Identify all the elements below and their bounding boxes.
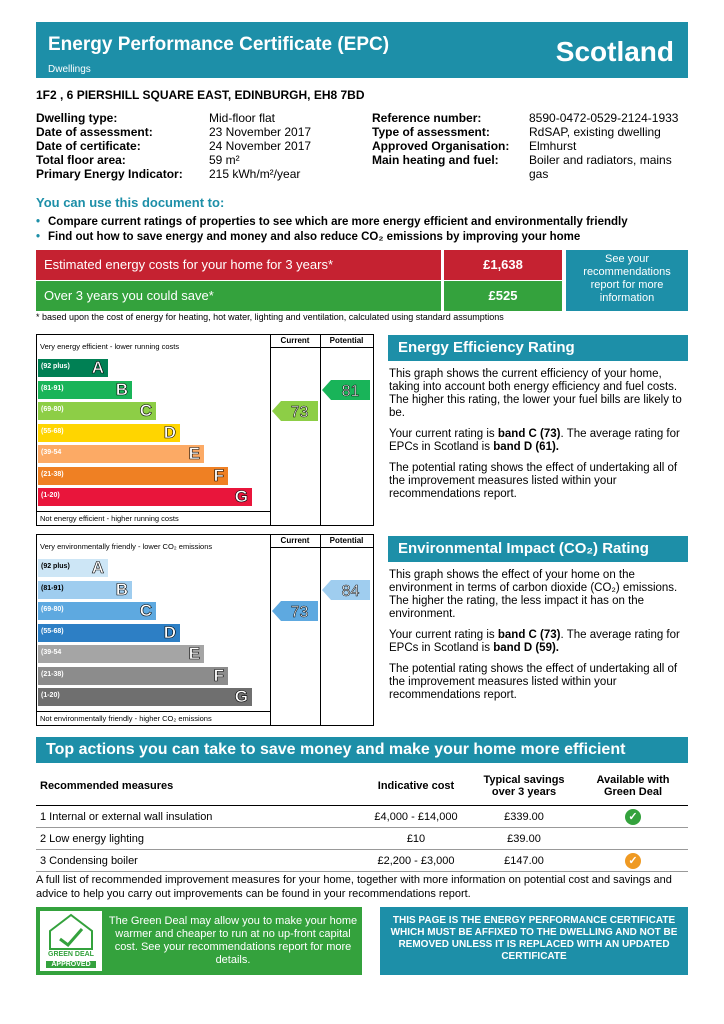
band-range: (69-80) [41, 606, 64, 613]
saving-cell: £147.00 [470, 850, 578, 872]
top-actions-title: Top actions you can take to save money and make your home more efficient [36, 737, 688, 763]
detail-value: RdSAP, existing dwelling [529, 125, 661, 139]
ee-header-rule [270, 347, 373, 348]
ee-average-text: . The average rating for EPCs in Scotland is [389, 428, 680, 453]
band-letter: D [163, 622, 176, 642]
house-icon [40, 911, 102, 951]
cost-footnote: * based upon the cost of energy for heating, hot water, lighting and ventilation, calculated using standard assumptions [36, 312, 504, 322]
band-letter: E [188, 644, 200, 663]
detail-value: 8590-0472-0529-2124-1933 [529, 111, 679, 125]
ei-bottom-label: Not environmentally friendly - higher CO₂ emissions [40, 714, 212, 723]
ei-potential-arrow [322, 580, 370, 600]
cost-cell: £4,000 - £14,000 [362, 806, 470, 828]
ee-rating-text [389, 368, 689, 509]
ei-paragraph: This graph shows the effect of your home on the environment in terms of carbon dioxide (CO₂) emissions. The higher the rating, the less impact it has on the environment. [389, 569, 678, 620]
measure-cell: 2 Low energy lighting [36, 828, 362, 850]
bullet-text: Find out how to save energy and money and also reduce CO₂ emissions by improving your home [48, 231, 581, 243]
ei-header-rule [270, 547, 373, 548]
band-range: (55-68) [41, 627, 64, 635]
check-icon: ✓ [625, 809, 641, 825]
detail-label: Type of assessment: [372, 125, 490, 139]
band-range: (81-91) [41, 584, 64, 592]
ei-average-text: . The average rating for EPCs in Scotland is [389, 629, 680, 654]
bullet-text: Compare current ratings of properties to see which are more energy efficient and environmentally friendly [48, 216, 628, 228]
ei-band-a [38, 559, 108, 577]
band-range: (92 plus) [41, 563, 70, 570]
ei-band-e [38, 645, 204, 663]
ei-top-label: Very environmentally friendly - lower CO₂ emissions [40, 542, 213, 551]
detail-label: Date of assessment: [36, 125, 153, 139]
band-range: (1-20) [41, 492, 60, 499]
recommendations-table [36, 767, 688, 872]
detail-value: 23 November 2017 [209, 125, 312, 139]
col-green-deal: Available with Green Deal [578, 767, 688, 806]
band-range: (55-68) [41, 427, 64, 435]
band-letter: F [213, 465, 224, 485]
use-heading: You can use this document to: [36, 195, 225, 210]
detail-value: 59 m² [209, 153, 240, 167]
table-row [36, 828, 688, 850]
ee-current-header: Current [280, 336, 310, 345]
ee-band-d [38, 424, 180, 442]
ei-column-divider [270, 535, 271, 725]
detail-label: Total floor area: [36, 153, 126, 167]
ee-potential-header: Potential [329, 336, 364, 345]
detail-label: Approved Organisation: [372, 139, 510, 153]
ei-column-divider [320, 535, 321, 725]
ee-current-arrow-value: 73 [290, 404, 309, 421]
epc-header [36, 22, 688, 78]
band-range: (81-91) [41, 384, 64, 392]
band-letter: B [115, 579, 128, 599]
ei-band-c [38, 602, 156, 620]
band-letter: C [139, 401, 152, 420]
ei-current-text: Your current rating is [389, 629, 498, 641]
ei-band-d [38, 624, 180, 642]
ei-current-band: band C (73) [497, 629, 561, 641]
ei-current-arrow [272, 601, 318, 621]
property-address: 1F2 , 6 PIERSHILL SQUARE EAST, EDINBURGH, EH8 7BD [36, 88, 365, 102]
ee-column-divider [320, 335, 321, 525]
logo-text: GREEN DEAL [48, 951, 94, 958]
band-letter: C [139, 601, 152, 620]
band-range: (69-80) [41, 406, 64, 413]
band-letter: A [91, 558, 104, 577]
affix-notice: THIS PAGE IS THE ENERGY PERFORMANCE CERTIFICATE WHICH MUST BE AFFIXED TO THE DWELLING AND NOT BE REMOVED UNLESS IT IS REPLACED WITH AN UPDATED CERTIFICATE [380, 907, 688, 975]
recommendations-link[interactable]: See your recommendations report for more information [566, 250, 688, 311]
saving-cell: £39.00 [470, 828, 578, 850]
detail-label: Main heating and fuel: [372, 153, 499, 167]
energy-efficiency-chart [36, 334, 374, 526]
detail-label: Primary Energy Indicator: [36, 167, 183, 181]
ei-band-g [38, 688, 252, 706]
detail-value: 24 November 2017 [209, 139, 312, 153]
bullet-icon: • [36, 216, 41, 228]
ee-potential-paragraph: The potential rating shows the effect of undertaking all of the improvement measures listed within your recommendations report. [389, 462, 678, 500]
band-range: (39-54 [41, 449, 62, 456]
green-deal-box [36, 907, 362, 975]
detail-label: Date of certificate: [36, 139, 141, 153]
ee-band-b [38, 381, 132, 399]
estimated-cost-value: £1,638 [444, 250, 562, 280]
band-letter: B [115, 379, 128, 399]
ee-band-f [38, 467, 228, 485]
ei-band-f [38, 667, 228, 685]
environmental-impact-chart [36, 534, 374, 726]
ee-current-arrow [272, 401, 318, 421]
measure-cell: 3 Condensing boiler [36, 850, 362, 872]
band-letter: A [91, 358, 104, 377]
table-row [36, 806, 688, 828]
measure-cell: 1 Internal or external wall insulation [36, 806, 362, 828]
ei-average-band: band D (59). [493, 642, 559, 654]
col-cost: Indicative cost [362, 767, 470, 806]
green-deal-logo [40, 911, 102, 971]
ee-average-band: band D (61). [493, 441, 559, 453]
band-letter: F [213, 665, 224, 685]
ee-current-text: Your current rating is [389, 428, 498, 440]
details-left [36, 111, 366, 181]
saving-cell: £339.00 [470, 806, 578, 828]
band-range: (21-38) [41, 470, 64, 478]
detail-value: Mid-floor flat [209, 111, 276, 125]
recommendations-note: A full list of recommended improvement measures for your home, together with more information on potential cost and savings and advice to help you carry out improvements can be found in your recommendations report. [36, 874, 672, 900]
detail-value: 215 kWh/m²/year [209, 167, 301, 181]
bullet-icon: • [36, 231, 41, 243]
savings-label: Over 3 years you could save* [36, 281, 441, 311]
check-icon: ✓ [625, 853, 641, 869]
ee-rating-title: Energy Efficiency Rating [388, 335, 688, 361]
band-range: (92 plus) [41, 363, 70, 370]
page-subtitle: Dwellings [48, 64, 91, 75]
details-right [372, 111, 692, 181]
ei-potential-arrow-value: 84 [341, 582, 360, 600]
detail-value: Elmhurst [529, 139, 577, 153]
green-deal-cell [578, 806, 688, 828]
ei-potential-header: Potential [329, 536, 364, 545]
band-range: (21-38) [41, 670, 64, 678]
green-deal-cell [578, 828, 688, 850]
green-deal-text: The Green Deal may allow you to make your home warmer and cheaper to run at no up-front capital cost. See your recommendations report for more details. [108, 915, 358, 966]
ee-potential-arrow-value: 81 [341, 382, 360, 400]
ei-band-b [38, 581, 132, 599]
ei-rating-text [389, 569, 689, 710]
ee-current-band: band C (73) [497, 428, 561, 440]
ei-current-header: Current [280, 536, 310, 545]
ee-bottom-rule [37, 511, 270, 512]
ee-band-g [38, 488, 252, 506]
savings-value: £525 [444, 281, 562, 311]
page-title: Energy Performance Certificate (EPC) [48, 34, 390, 55]
ee-column-divider [270, 335, 271, 525]
table-row [36, 850, 688, 872]
green-deal-cell [578, 850, 688, 872]
band-letter: G [234, 687, 248, 706]
ee-paragraph: This graph shows the current efficiency of your home, taking into account both energy efficiency and fuel costs. The higher this rating, the lower your fuel bills are likely to be. [389, 368, 682, 419]
cost-cell: £10 [362, 828, 470, 850]
cost-cell: £2,200 - £3,000 [362, 850, 470, 872]
band-range: (39-54 [41, 649, 62, 656]
ee-top-label: Very energy efficient - lower running costs [40, 342, 180, 351]
ee-band-c [38, 402, 156, 420]
band-letter: D [163, 422, 176, 442]
ee-potential-arrow [322, 380, 370, 400]
ee-band-e [38, 445, 204, 463]
ee-bottom-label: Not energy efficient - higher running costs [40, 514, 179, 523]
band-letter: G [234, 487, 248, 506]
col-measures: Recommended measures [36, 767, 362, 806]
ei-current-arrow-value: 73 [290, 604, 309, 621]
region-label: Scotland [555, 36, 674, 67]
estimated-cost-label: Estimated energy costs for your home for 3 years* [36, 250, 441, 280]
detail-label: Reference number: [372, 111, 482, 125]
band-range: (1-20) [41, 692, 60, 699]
ei-bottom-rule [37, 711, 270, 712]
ei-potential-paragraph: The potential rating shows the effect of undertaking all of the improvement measures listed within your recommendations report. [389, 663, 678, 701]
band-letter: E [188, 444, 200, 463]
use-bullets [36, 215, 628, 245]
detail-label: Dwelling type: [36, 111, 118, 125]
detail-value: Boiler and radiators, mains gas [529, 153, 672, 181]
logo-text: APPROVED [46, 961, 96, 968]
col-savings: Typical savings over 3 years [470, 767, 578, 806]
ee-band-a [38, 359, 108, 377]
ei-rating-title: Environmental Impact (CO₂) Rating [388, 536, 688, 562]
